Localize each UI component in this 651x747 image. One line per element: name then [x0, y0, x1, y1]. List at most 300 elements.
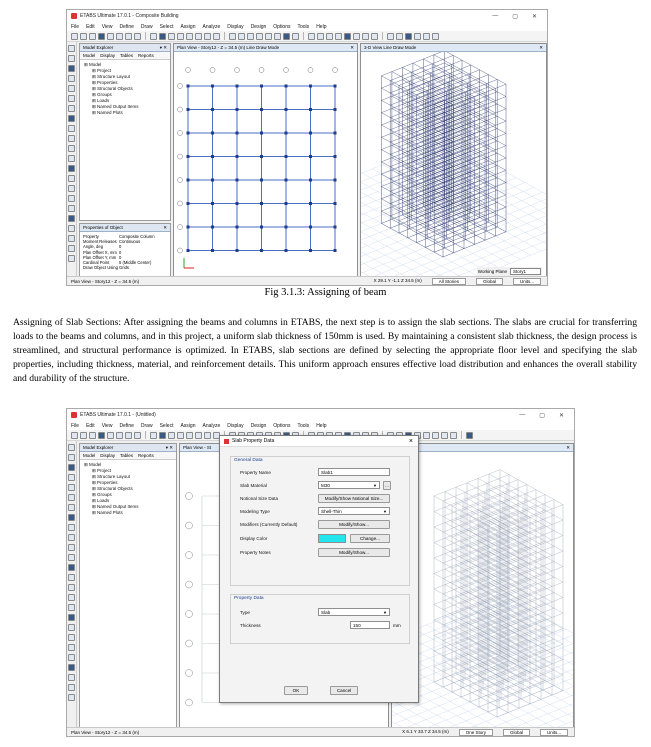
draw-tool-icon[interactable] — [68, 594, 75, 601]
frame-line — [500, 640, 563, 675]
menu-item[interactable]: File — [71, 422, 80, 429]
frame-line — [445, 538, 508, 573]
view-close-icon[interactable]: ✕ — [539, 44, 543, 50]
draw-tool-icon[interactable] — [68, 125, 75, 132]
3d-view-header — [392, 444, 573, 452]
window-title: ETABS Ultimate 17.0.1 - Composite Building — [80, 13, 179, 19]
toolbar-tool-icon[interactable] — [150, 33, 157, 40]
frame-line — [408, 65, 471, 90]
menu-item[interactable]: Options — [273, 422, 291, 429]
toolbar-tool-icon[interactable] — [125, 33, 132, 40]
toolbar-tool-icon[interactable] — [195, 432, 202, 439]
status-coords: X 6.1 Y 33.7 Z 34.5 (m) — [402, 728, 449, 734]
frame-line — [461, 593, 527, 619]
draw-tool-icon[interactable] — [68, 564, 75, 571]
menu-item[interactable]: Tools — [297, 422, 310, 429]
toolbar-tool-icon[interactable] — [371, 33, 378, 40]
toolbar-tool-icon[interactable] — [98, 432, 105, 439]
toolbar-tool-icon[interactable] — [204, 432, 211, 439]
explorer-tab[interactable]: Reports — [138, 453, 154, 458]
toolbar-tool-icon[interactable] — [423, 33, 430, 40]
toolbar-tool-icon[interactable] — [195, 33, 202, 40]
menu-item[interactable]: Edit — [86, 422, 95, 429]
frame-line — [478, 556, 541, 591]
tree-expand-icon[interactable]: ⊞ — [92, 86, 98, 91]
draw-tool-icon[interactable] — [68, 584, 75, 591]
toolbar-tool-icon[interactable] — [71, 432, 78, 439]
global-select[interactable]: Global — [476, 278, 503, 285]
draw-tool-icon[interactable] — [68, 115, 75, 122]
draw-tool-icon[interactable] — [68, 454, 75, 461]
explorer-tab[interactable]: Model — [83, 53, 96, 58]
draw-tool-icon[interactable] — [68, 95, 75, 102]
column-mark — [187, 132, 190, 135]
model-tree — [80, 60, 170, 118]
explorer-tab[interactable]: Model — [83, 453, 96, 458]
tree-expand-icon[interactable]: ⊞ — [84, 62, 90, 67]
toolbar-tool-icon[interactable] — [168, 33, 175, 40]
tree-expand-icon[interactable]: ⊞ — [92, 510, 98, 515]
toolbar-tool-icon[interactable] — [256, 33, 263, 40]
stories-select[interactable]: One Story — [459, 729, 493, 736]
toolbar-tool-icon[interactable] — [116, 33, 123, 40]
draw-tool-icon[interactable] — [68, 484, 75, 491]
menu-item[interactable]: Design — [250, 422, 267, 429]
draw-tool-icon[interactable] — [68, 674, 75, 681]
menu-item[interactable]: Define — [119, 23, 134, 30]
property-value: 0 — [119, 249, 122, 255]
toolbar-tool-icon[interactable] — [116, 432, 123, 439]
draw-tool-icon[interactable] — [68, 464, 75, 471]
frame-line — [456, 673, 519, 708]
tree-item-label: Named Output Items — [97, 104, 139, 109]
cancel-button[interactable]: Cancel — [330, 686, 358, 695]
column-mark — [309, 132, 312, 135]
draw-tool-icon[interactable] — [68, 165, 75, 172]
toolbar-tool-icon[interactable] — [396, 33, 403, 40]
toolbar-tool-icon[interactable] — [107, 432, 114, 439]
model-explorer-header — [80, 444, 176, 452]
draw-tool-icon[interactable] — [68, 544, 75, 551]
explorer-tab[interactable]: Tables — [120, 453, 134, 458]
draw-tool-icon[interactable] — [68, 235, 75, 242]
menu-item[interactable]: Help — [316, 422, 327, 429]
property-row[interactable] — [83, 265, 167, 270]
menu-item[interactable]: Analyze — [202, 422, 221, 429]
toolbar-tool-icon[interactable] — [265, 33, 272, 40]
draw-tool-icon[interactable] — [68, 205, 75, 212]
draw-tool-icon[interactable] — [68, 554, 75, 561]
column-mark — [187, 85, 190, 88]
notional-size-label: Notional Size Data — [240, 496, 279, 501]
modeling-type-select[interactable] — [318, 507, 390, 515]
menu-item[interactable]: Options — [273, 23, 291, 30]
property-key: Plan Offset Y, mm — [83, 254, 117, 260]
frame-line — [461, 671, 527, 697]
toolbar-tool-icon[interactable] — [405, 33, 412, 40]
plan-view-header — [174, 44, 357, 52]
stories-select[interactable]: All Stories — [432, 278, 466, 285]
toolbar-tool-icon[interactable] — [98, 33, 105, 40]
units-button[interactable]: Units... — [540, 729, 568, 736]
display-color-label: Display Color — [240, 536, 268, 541]
frame-line — [467, 638, 530, 673]
toolbar-tool-icon[interactable] — [423, 432, 430, 439]
toolbar-tool-icon[interactable] — [344, 33, 351, 40]
global-select[interactable]: Global — [503, 729, 530, 736]
toolbar-tool-icon[interactable] — [317, 33, 324, 40]
draw-tool-icon[interactable] — [68, 75, 75, 82]
frame-line — [478, 571, 541, 606]
frame-line — [445, 554, 508, 589]
tree-item-label: Loads — [97, 98, 110, 103]
draw-tool-icon[interactable] — [68, 604, 75, 611]
tree-expand-icon[interactable]: ⊞ — [92, 74, 98, 79]
menu-item[interactable]: File — [71, 23, 80, 30]
draw-tool-icon[interactable] — [68, 85, 75, 92]
frame-line — [489, 598, 552, 633]
toolbar-tool-icon[interactable] — [441, 432, 448, 439]
frame-line — [500, 656, 563, 691]
modifiers-button[interactable]: Modify/Show... — [318, 520, 390, 529]
tree-expand-icon[interactable]: ⊞ — [92, 80, 98, 85]
frame-line — [445, 600, 508, 635]
menu-item[interactable]: Select — [159, 23, 174, 30]
frame-line — [467, 560, 530, 595]
draw-tool-icon[interactable] — [68, 245, 75, 252]
tree-expand-icon[interactable]: ⊞ — [92, 468, 98, 473]
tree-expand-icon[interactable]: ⊞ — [92, 92, 98, 97]
frame-line — [489, 583, 552, 618]
explorer-tabs — [80, 452, 176, 460]
menu-item[interactable]: Edit — [86, 23, 95, 30]
status-view: Plan View - Story12 - Z = 34.5 (m) — [71, 729, 140, 735]
ground-grid-line — [361, 187, 534, 263]
tree-expand-icon[interactable]: ⊞ — [92, 480, 98, 485]
frame-line — [461, 640, 527, 666]
draw-tool-icon[interactable] — [68, 474, 75, 481]
toolbar-tool-icon[interactable] — [150, 432, 157, 439]
frame-line — [478, 494, 541, 529]
close-icon[interactable]: ✕ — [531, 13, 537, 20]
tree-expand-icon[interactable]: ⊞ — [92, 104, 98, 109]
column-mark — [334, 85, 337, 88]
menu-item[interactable]: Draw — [140, 23, 153, 30]
menu-item[interactable]: View — [101, 422, 113, 429]
etabs-window-slab — [66, 408, 575, 737]
frame-line — [478, 633, 541, 668]
toolbar-tool-icon[interactable] — [353, 33, 360, 40]
tree-expand-icon[interactable]: ⊞ — [92, 68, 98, 73]
toolbar-tool-icon[interactable] — [247, 33, 254, 40]
menu-item[interactable]: View — [101, 23, 113, 30]
toolbar-tool-icon[interactable] — [159, 432, 166, 439]
menu-item[interactable]: Display — [227, 422, 244, 429]
toolbar-tool-icon[interactable] — [303, 32, 304, 40]
draw-tool-icon[interactable] — [68, 514, 75, 521]
column-mark — [236, 108, 239, 111]
toolbar-tool-icon[interactable] — [134, 432, 141, 439]
minimize-icon[interactable]: — — [492, 12, 499, 19]
toolbar-tool-icon[interactable] — [168, 432, 175, 439]
view-close-icon[interactable]: ✕ — [566, 444, 570, 450]
frame-line — [425, 222, 488, 247]
maximize-icon[interactable]: ▢ — [539, 412, 545, 419]
toolbar-tool-icon[interactable] — [186, 33, 193, 40]
frame-line — [461, 516, 527, 542]
chevron-down-icon: ▼ — [373, 482, 377, 488]
toolbar-tool-icon[interactable] — [213, 33, 220, 40]
toolbar-tool-icon[interactable] — [134, 33, 141, 40]
frame-line — [434, 636, 497, 671]
draw-tool-icon[interactable] — [68, 195, 75, 202]
draw-tool-icon[interactable] — [68, 694, 75, 701]
draw-tool-icon[interactable] — [68, 684, 75, 691]
side-toolbar — [67, 42, 77, 276]
grid-bubble — [186, 640, 193, 647]
frame-line — [461, 562, 527, 588]
toolbar-tool-icon[interactable] — [224, 32, 225, 40]
toolbar-tool-icon[interactable] — [186, 432, 193, 439]
toolbar-tool-icon[interactable] — [335, 33, 342, 40]
model-tree — [80, 460, 176, 518]
frame-line — [500, 547, 563, 582]
draw-tool-icon[interactable] — [68, 444, 75, 451]
toolbar-tool-icon[interactable] — [159, 33, 166, 40]
draw-tool-icon[interactable] — [68, 574, 75, 581]
tree-expand-icon[interactable]: ⊞ — [84, 462, 90, 467]
toolbar-tool-icon[interactable] — [283, 33, 290, 40]
material-browse-button[interactable]: ... — [383, 481, 391, 490]
toolbar-tool-icon[interactable] — [432, 33, 439, 40]
property-name-input[interactable]: Slab1 — [318, 468, 390, 476]
toolbar-tool-icon[interactable] — [382, 32, 383, 40]
toolbar-tool-icon[interactable] — [145, 32, 146, 40]
column-mark — [285, 132, 288, 135]
toolbar-tool-icon[interactable] — [204, 33, 211, 40]
toolbar-tool-icon[interactable] — [177, 432, 184, 439]
type-select[interactable] — [318, 608, 390, 616]
toolbar-tool-icon[interactable] — [414, 33, 421, 40]
toolbar-tool-icon[interactable] — [89, 33, 96, 40]
toolbar-tool-icon[interactable] — [177, 33, 184, 40]
frame-line — [408, 77, 471, 102]
column-mark — [211, 85, 214, 88]
tree-expand-icon[interactable]: ⊞ — [92, 474, 98, 479]
toolbar-tool-icon[interactable] — [80, 432, 87, 439]
explorer-tab[interactable]: Display — [100, 53, 116, 58]
dialog-close-icon[interactable]: × — [408, 437, 413, 445]
frame-line — [456, 487, 519, 522]
toolbar-tool-icon[interactable] — [308, 33, 315, 40]
draw-tool-icon[interactable] — [68, 225, 75, 232]
maximize-icon[interactable]: ▢ — [512, 13, 518, 20]
draw-tool-icon[interactable] — [68, 45, 75, 52]
draw-tool-icon[interactable] — [68, 534, 75, 541]
toolbar-tool-icon[interactable] — [466, 432, 473, 439]
display-color-swatch[interactable] — [318, 534, 346, 543]
menu-item[interactable]: Help — [316, 23, 327, 30]
menu-item[interactable]: Design — [250, 23, 267, 30]
tree-expand-icon[interactable]: ⊞ — [92, 110, 98, 115]
toolbar-tool-icon[interactable] — [145, 431, 146, 439]
toolbar-tool-icon[interactable] — [362, 33, 369, 40]
menu-item[interactable]: Draw — [140, 422, 153, 429]
frame-line — [434, 667, 497, 702]
toolbar-tool-icon[interactable] — [238, 33, 245, 40]
column-mark — [260, 179, 263, 182]
properties-title: Properties of Object — [83, 225, 123, 230]
frame-line — [478, 509, 541, 544]
plan-view[interactable] — [173, 43, 358, 279]
toolbar-tool-icon[interactable] — [125, 432, 132, 439]
column-mark — [187, 108, 190, 111]
draw-tool-icon[interactable] — [68, 634, 75, 641]
units-button[interactable]: Units... — [513, 278, 541, 285]
tree-item[interactable] — [84, 110, 166, 116]
draw-tool-icon[interactable] — [68, 504, 75, 511]
column-mark — [334, 249, 337, 252]
frame-line — [434, 651, 497, 686]
draw-tool-icon[interactable] — [68, 105, 75, 112]
toolbar-tool-icon[interactable] — [80, 33, 87, 40]
toolbar-tool-icon[interactable] — [326, 33, 333, 40]
property-value: Grids — [119, 265, 130, 271]
grid-bubble — [333, 68, 338, 73]
draw-tool-icon[interactable] — [68, 155, 75, 162]
3d-view[interactable] — [360, 43, 547, 279]
tree-item-label: Model — [89, 62, 102, 67]
column-mark — [236, 179, 239, 182]
frame-line — [489, 521, 552, 556]
column-mark — [187, 249, 190, 252]
grid-bubble — [210, 68, 215, 73]
column-mark — [309, 249, 312, 252]
toolbar-tool-icon[interactable] — [229, 33, 236, 40]
draw-tool-icon[interactable] — [68, 524, 75, 531]
explorer-tab[interactable]: Display — [100, 453, 116, 458]
notional-size-button[interactable]: Modify/Show Notional Size... — [318, 494, 390, 503]
menu-item[interactable]: Define — [119, 422, 134, 429]
thickness-label: Thickness — [240, 623, 261, 628]
column-mark — [260, 108, 263, 111]
tree-expand-icon[interactable]: ⊞ — [92, 492, 98, 497]
draw-tool-icon[interactable] — [68, 215, 75, 222]
draw-tool-icon[interactable] — [68, 135, 75, 142]
view-close-icon[interactable]: ✕ — [350, 44, 354, 50]
change-color-button[interactable]: Change... — [350, 534, 390, 543]
frame-line — [478, 602, 541, 637]
property-key: Plan Offset X, mm — [83, 249, 117, 255]
draw-tool-icon[interactable] — [68, 185, 75, 192]
tree-expand-icon[interactable]: ⊞ — [92, 98, 98, 103]
minimize-icon[interactable]: — — [519, 411, 526, 418]
draw-tool-icon[interactable] — [68, 624, 75, 631]
toolbar-tool-icon[interactable] — [89, 432, 96, 439]
model-explorer-panel — [79, 43, 171, 221]
thickness-input[interactable]: 150 — [350, 621, 390, 629]
tree-expand-icon[interactable]: ⊞ — [92, 498, 98, 503]
property-notes-label: Property Notes — [240, 550, 271, 555]
column-mark — [334, 226, 337, 229]
slab-material-select[interactable] — [318, 481, 380, 489]
draw-tool-icon[interactable] — [68, 614, 75, 621]
draw-tool-icon[interactable] — [68, 654, 75, 661]
frame-line — [461, 485, 527, 511]
panel-close-icon[interactable]: ✕ — [163, 224, 167, 230]
frame-line — [478, 478, 541, 513]
explorer-tab[interactable]: Tables — [120, 53, 134, 58]
toolbar-tool-icon[interactable] — [432, 432, 439, 439]
model-explorer-title: Model Explorer — [83, 45, 114, 50]
draw-tool-icon[interactable] — [68, 145, 75, 152]
menu-item[interactable]: Assign — [180, 422, 196, 429]
draw-tool-icon[interactable] — [68, 644, 75, 651]
grid-bubble — [186, 699, 193, 706]
toolbar-tool-icon[interactable] — [387, 33, 394, 40]
ok-button[interactable]: OK — [284, 686, 308, 695]
toolbar-tool-icon[interactable] — [274, 33, 281, 40]
property-notes-button[interactable]: Modify/Show... — [318, 548, 390, 557]
column-mark — [285, 85, 288, 88]
close-icon[interactable]: ✕ — [558, 412, 564, 419]
model-explorer-panel — [79, 443, 177, 728]
column-mark — [309, 179, 312, 182]
column-mark — [334, 155, 337, 158]
tree-item[interactable] — [84, 510, 172, 516]
frame-line — [434, 558, 497, 593]
menu-item[interactable]: Display — [227, 23, 244, 30]
slab-material-label: Slab Material — [240, 483, 267, 488]
draw-tool-icon[interactable] — [68, 175, 75, 182]
draw-tool-icon[interactable] — [68, 55, 75, 62]
properties-header — [80, 224, 170, 232]
menu-item[interactable]: Analyze — [202, 23, 221, 30]
property-key: Angle, deg — [83, 244, 104, 250]
frame-line — [489, 552, 552, 587]
frame-line — [467, 622, 530, 657]
explorer-tab[interactable]: Reports — [138, 53, 154, 58]
tree-expand-icon[interactable]: ⊞ — [92, 486, 98, 491]
panel-close-icon[interactable]: ▾ ✕ — [159, 44, 167, 50]
toolbar-tool-icon[interactable] — [461, 431, 462, 439]
grid-bubble — [186, 611, 193, 618]
panel-close-icon[interactable]: ▾ ✕ — [165, 444, 173, 450]
draw-tool-icon[interactable] — [68, 65, 75, 72]
properties-panel — [79, 223, 171, 279]
toolbar-tool-icon[interactable] — [292, 33, 299, 40]
tree-expand-icon[interactable]: ⊞ — [92, 504, 98, 509]
menu-item[interactable]: Assign — [180, 23, 196, 30]
draw-tool-icon[interactable] — [68, 255, 75, 262]
toolbar-tool-icon[interactable] — [71, 33, 78, 40]
draw-tool-icon[interactable] — [68, 664, 75, 671]
frame-line — [445, 616, 508, 651]
frame-line — [456, 658, 519, 693]
menu-item[interactable]: Select — [159, 422, 174, 429]
grid-bubble — [186, 670, 193, 677]
tree-item-label: Structure Layout — [97, 74, 131, 79]
menu-item[interactable]: Tools — [297, 23, 310, 30]
column-mark — [236, 85, 239, 88]
toolbar-tool-icon[interactable] — [107, 33, 114, 40]
frame-line — [489, 629, 552, 664]
draw-tool-icon[interactable] — [68, 494, 75, 501]
chevron-down-icon: ▼ — [383, 508, 387, 514]
toolbar-tool-icon[interactable] — [450, 432, 457, 439]
frame-line — [443, 475, 509, 501]
working-plane-select[interactable]: Story1 — [510, 268, 541, 275]
